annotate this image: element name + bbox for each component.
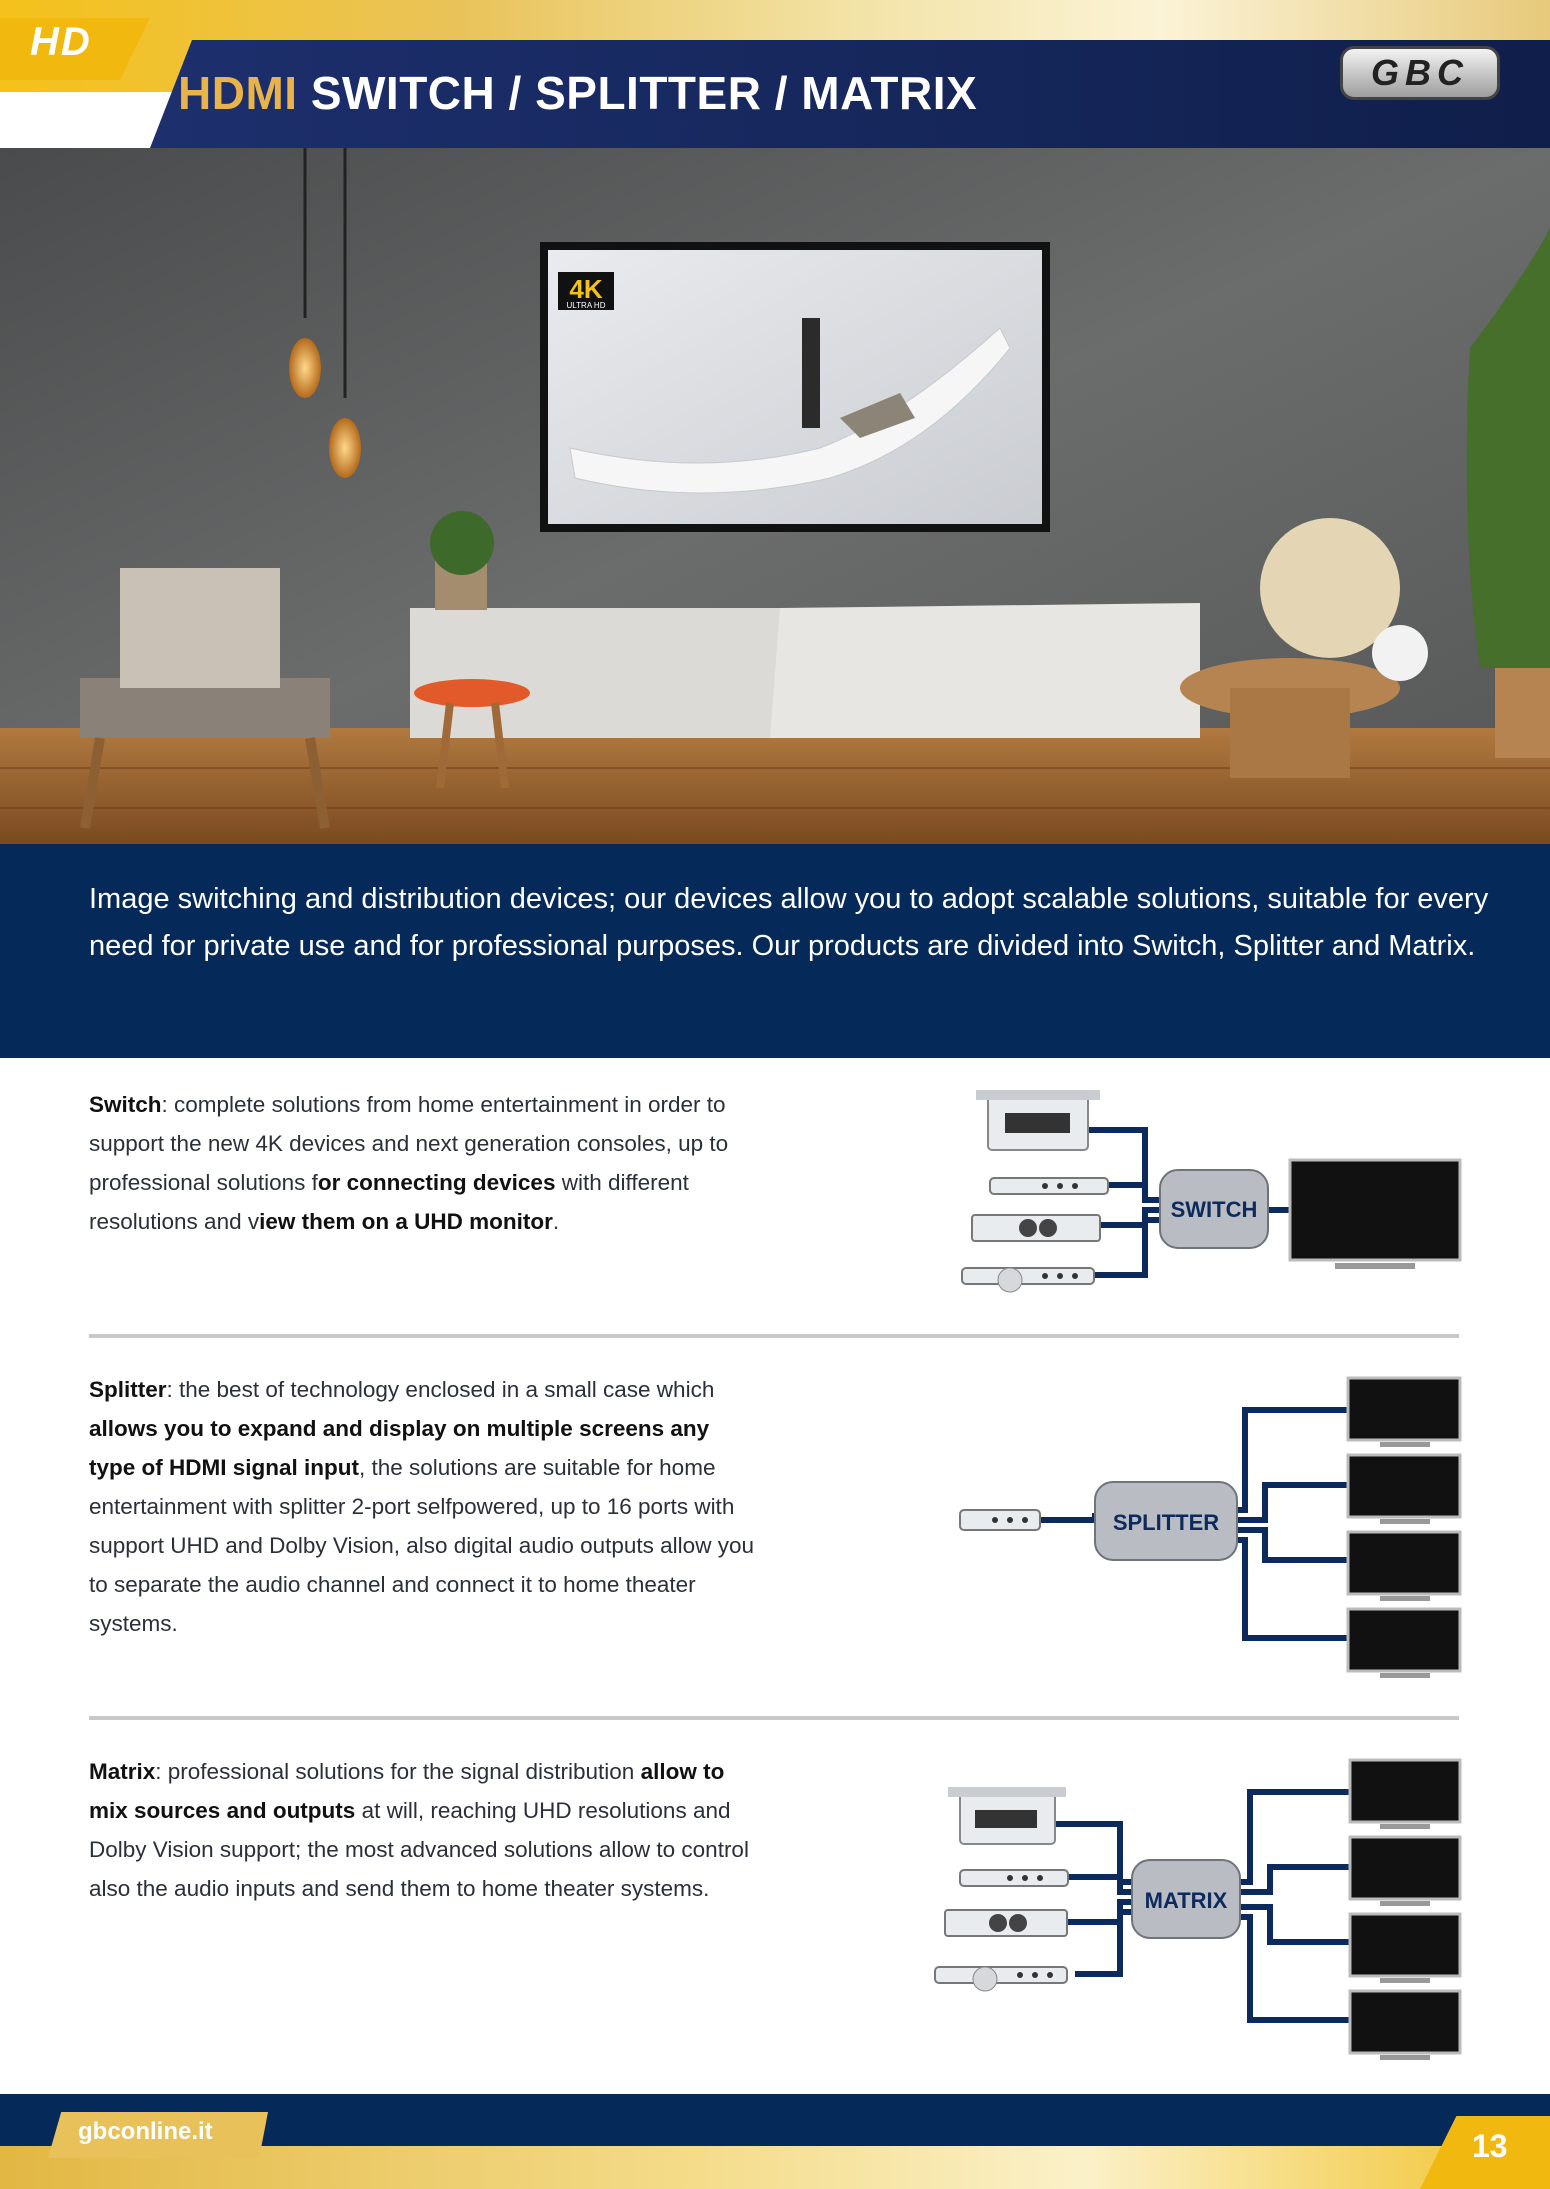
bluray-player-icon bbox=[935, 1967, 1067, 1991]
media-player-icon bbox=[960, 1870, 1068, 1886]
splitter-description bbox=[89, 1370, 759, 1643]
splitter-text-2: , the solutions are suitable for home entertainment with splitter 2-port selfpowered, up to 16 ports with support UHD and Dolby Vision, also digital audio outputs allow you to separate the audio channel and connect it to home theater systems. bbox=[89, 1455, 754, 1636]
monitor-icon bbox=[1348, 1532, 1460, 1601]
splitter-text-1: : the best of technology enclosed in a small case which bbox=[166, 1377, 715, 1402]
footer-website-link[interactable]: gbconline.it bbox=[78, 2118, 213, 2145]
splitter-heading: Splitter bbox=[89, 1377, 167, 1402]
media-player-icon bbox=[960, 1510, 1040, 1530]
hd-badge: HD bbox=[30, 20, 92, 64]
splitter-box-label: SPLITTER bbox=[1112, 1510, 1220, 1535]
matrix-diagram bbox=[930, 1752, 1470, 2072]
laptop-icon bbox=[948, 1787, 1066, 1844]
switch-text-1: : complete solutions from home entertainment in order to support the new 4K devices and next generation consoles, up to professional solutions f bbox=[89, 1092, 729, 1195]
page-title-rest: SWITCH / SPLITTER / MATRIX bbox=[297, 67, 978, 119]
monitor-icon bbox=[1350, 1760, 1460, 1829]
uhd-monitor-icon bbox=[1290, 1160, 1460, 1269]
splitter-diagram bbox=[950, 1370, 1470, 1690]
matrix-bold-1: allow to mix sources and outputs bbox=[89, 1759, 725, 1823]
media-player-icon bbox=[990, 1178, 1108, 1194]
game-console-icon bbox=[945, 1910, 1067, 1936]
monitor-icon bbox=[1348, 1378, 1460, 1447]
switch-text-3: . bbox=[552, 1209, 560, 1234]
intro-text: Image switching and distribution devices; our devices allow you to adopt scalable solutions, suitable for every need for private use and for professional purposes. Our products are divided into Switch, Splitter and Matrix. bbox=[89, 883, 1489, 962]
matrix-box-label: MATRIX bbox=[1144, 1888, 1228, 1913]
splitter-bold-1: allows you to expand and display on multiple screens any type of HDMI signal input bbox=[89, 1416, 710, 1480]
matrix-heading: Matrix bbox=[89, 1759, 156, 1784]
section-divider-2 bbox=[89, 1716, 1459, 1720]
brand-logo bbox=[1340, 46, 1500, 100]
bluray-player-icon bbox=[962, 1268, 1094, 1292]
hero-living-room-image bbox=[0, 148, 1550, 844]
laptop-icon bbox=[976, 1090, 1100, 1150]
game-console-icon bbox=[972, 1215, 1100, 1241]
section-divider-1 bbox=[89, 1334, 1459, 1338]
matrix-description bbox=[89, 1752, 759, 1908]
monitor-icon bbox=[1348, 1455, 1460, 1524]
tv-4k-badge-sub: ULTRA HD bbox=[566, 301, 606, 310]
brand-logo-text: GBC bbox=[1371, 52, 1469, 93]
switch-bold-2: iew them on a UHD monitor bbox=[259, 1209, 553, 1234]
page-number: 13 bbox=[1472, 2128, 1508, 2164]
switch-description bbox=[89, 1085, 759, 1241]
switch-bold-1: or connecting devices bbox=[317, 1170, 556, 1195]
monitor-icon bbox=[1348, 1609, 1460, 1678]
switch-diagram bbox=[950, 1085, 1470, 1315]
matrix-text-2: at will, reaching UHD resolutions and Dolby Vision support; the most advanced solutions allow to control also the audio inputs and send them to home theater systems. bbox=[89, 1798, 749, 1901]
switch-box-label: SWITCH bbox=[1170, 1197, 1258, 1222]
monitor-icon bbox=[1350, 1991, 1460, 2060]
page-title-accent: HDMI bbox=[178, 67, 298, 119]
switch-text-2: with different resolutions and v bbox=[89, 1170, 689, 1234]
matrix-text-1: : professional solutions for the signal distribution bbox=[155, 1759, 641, 1784]
switch-heading: Switch bbox=[89, 1092, 162, 1117]
page-title bbox=[178, 66, 977, 120]
monitor-icon bbox=[1350, 1914, 1460, 1983]
tv-4k-badge: 4K bbox=[569, 274, 603, 304]
monitor-icon bbox=[1350, 1837, 1460, 1906]
